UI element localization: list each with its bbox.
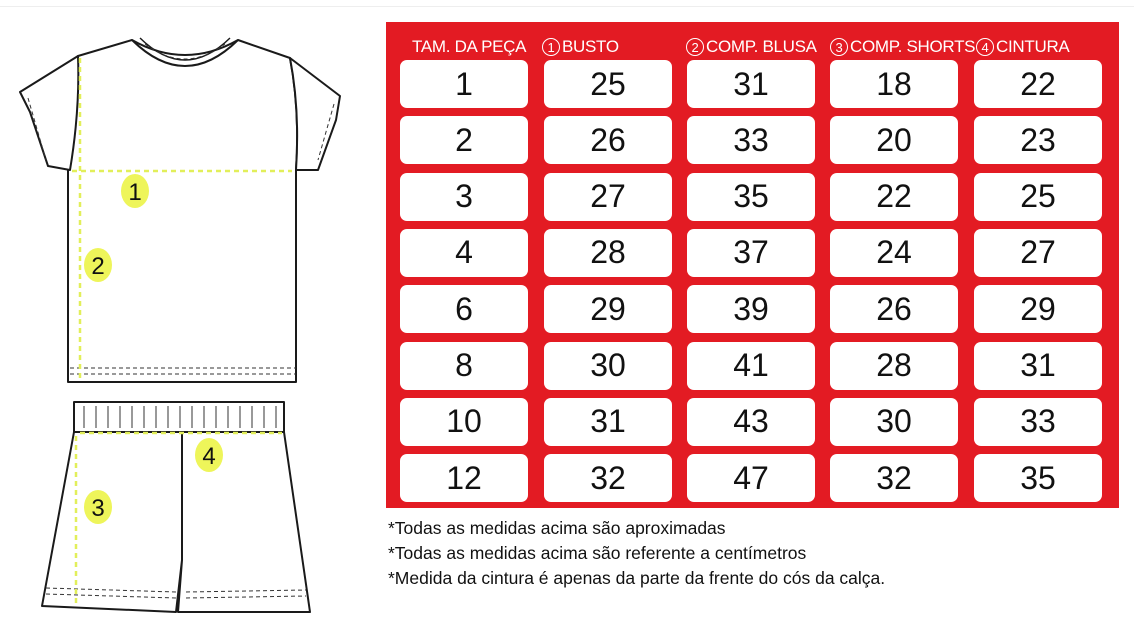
cintura-cell: 29: [974, 285, 1102, 333]
size-table: [386, 22, 1119, 508]
cintura-cell: 31: [974, 342, 1102, 390]
comp-blusa-cell: 43: [687, 398, 815, 446]
busto-cell: 28: [544, 229, 672, 277]
size-cell: 3: [400, 173, 528, 221]
circled-number-icon: 3: [830, 38, 848, 56]
busto-cell: 27: [544, 173, 672, 221]
comp-shorts-cell: 28: [830, 342, 958, 390]
size-cell: 10: [400, 398, 528, 446]
circled-number-icon: 4: [976, 38, 994, 56]
busto-cell: 26: [544, 116, 672, 164]
comp-blusa-cell: 33: [687, 116, 815, 164]
marker-2: [84, 248, 112, 282]
cintura-cell: 23: [974, 116, 1102, 164]
footnote: *Medida da cintura é apenas da parte da frente do cós da calça.: [388, 568, 886, 588]
header-label: BUSTO: [562, 37, 619, 56]
header-comp-blusa: [686, 36, 817, 58]
cintura-cell: 27: [974, 229, 1102, 277]
cintura-cell: 33: [974, 398, 1102, 446]
comp-shorts-cell: 30: [830, 398, 958, 446]
size-cell: 2: [400, 116, 528, 164]
busto-cell: 31: [544, 398, 672, 446]
cintura-cell: 22: [974, 60, 1102, 108]
header-cintura: [976, 36, 1069, 58]
comp-shorts-cell: 32: [830, 454, 958, 502]
comp-blusa-cell: 35: [687, 173, 815, 221]
comp-shorts-cell: 18: [830, 60, 958, 108]
comp-shorts-cell: 22: [830, 173, 958, 221]
header-label: COMP. BLUSA: [706, 37, 817, 56]
comp-blusa-cell: 41: [687, 342, 815, 390]
busto-cell: 30: [544, 342, 672, 390]
size-cell: 8: [400, 342, 528, 390]
header-label: CINTURA: [996, 37, 1070, 56]
size-cell: 1: [400, 60, 528, 108]
size-cell: 6: [400, 285, 528, 333]
comp-shorts-cell: 26: [830, 285, 958, 333]
comp-blusa-cell: 31: [687, 60, 815, 108]
busto-cell: 29: [544, 285, 672, 333]
marker-1: [121, 174, 149, 208]
comp-blusa-cell: 37: [687, 229, 815, 277]
svg-text:4: 4: [202, 443, 216, 470]
footnote: *Todas as medidas acima são referente a centímetros: [388, 543, 807, 563]
busto-cell: 32: [544, 454, 672, 502]
header-label: COMP. SHORTS: [850, 37, 976, 56]
garment-illustration: [0, 0, 380, 627]
circled-number-icon: 2: [686, 38, 704, 56]
header-tamanho: [412, 36, 526, 58]
comp-blusa-cell: 47: [687, 454, 815, 502]
footnotes: [388, 516, 1118, 591]
header-label: TAM. DA PEÇA: [412, 37, 527, 56]
comp-shorts-cell: 20: [830, 116, 958, 164]
svg-text:2: 2: [91, 253, 105, 280]
cintura-cell: 25: [974, 173, 1102, 221]
comp-shorts-cell: 24: [830, 229, 958, 277]
busto-cell: 25: [544, 60, 672, 108]
svg-text:1: 1: [128, 179, 142, 206]
comp-blusa-cell: 39: [687, 285, 815, 333]
size-cell: 12: [400, 454, 528, 502]
marker-4: [195, 438, 223, 472]
svg-text:3: 3: [91, 495, 105, 522]
size-cell: 4: [400, 229, 528, 277]
header-busto: [542, 36, 619, 58]
header-comp-shorts: [830, 36, 975, 58]
cintura-cell: 35: [974, 454, 1102, 502]
tshirt-drawing: [20, 38, 340, 382]
marker-3: [84, 490, 112, 524]
circled-number-icon: 1: [542, 38, 560, 56]
footnote: *Todas as medidas acima são aproximadas: [388, 518, 726, 538]
